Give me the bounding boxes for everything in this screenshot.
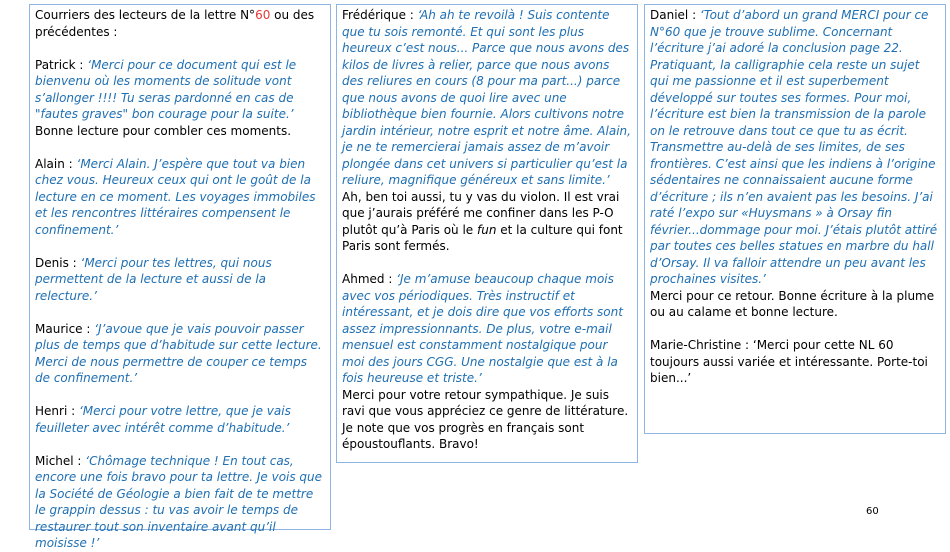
letter-michel: [35, 453, 325, 552]
reader-quote: ‘Chômage technique ! En tout cas, encore une fois bravo pour ta lettre. Je vois que la Société de Géologie a bien fait de te mettre le grappin dessus : tu vas avoir le temps de restaurer tout son inventaire avant qu’il moisisse !’: [35, 453, 323, 550]
reader-quote: ‘Tout d’abord un grand MERCI pour ce N°60 que je trouve sublime. Concernant l’écriture j’ai adoré la conclusion page 22. Pratiquant, la calligraphie cela reste un sujet qui me passionne et il est superbement développé sur toutes ses formes. Pour moi, l’écriture est bien la transmission de la parole on le retrouve dans tout ce que tu as écrit. Transmettre au-delà de ses limites, de ses frontières. C’est ainsi que les indiens à l’origine sédentaires ne connaissaient aucune forme d’écriture ; ils n’en avaient pas les besoins. J’ai raté l’expo sur «Huysmans » à Orsay fin février...dommage pour moi. J’étais plutôt attiré par toutes ces belles statues en marbre du hall d’Orsay. Il va falloir attendre un peu avant les prochaines visites.’: [650, 8, 938, 286]
letters-column-2: [336, 4, 638, 463]
reader-name: Henri :: [35, 404, 79, 418]
reader-name: Ahmed :: [342, 272, 397, 286]
reader-name: Denis :: [35, 255, 81, 270]
reader-quote: ‘Merci pour ce document qui est le bienvenu où les moments de solitude vont s’allonger !!!! Tu seras pardonné en cas de "fautes graves" bon courage pour la suite.’: [35, 57, 297, 121]
title-text: Courriers des lecteurs de la lettre N°: [35, 8, 256, 22]
reader-name: Alain :: [35, 156, 77, 171]
reader-quote: ‘Ah ah te revoilà ! Suis contente que tu sois remonté. Et qui sont les plus heureux c’est nous... Parce que nous avons des kilos de livres à relier, parce que nous avons des reliures en cours (8 pour ma part...) parce que nous avons de quoi lire avec une bibliothèque bien fournie. Alors cultivons notre jardin intérieur, notre esprit et notre âme. Alain, je ne te remercierai jamais assez de m’avoir plongée dans cet univers si particulier qu’est la reliure, magnifique généreux et sans limite.’: [342, 8, 631, 187]
letter-ahmed: [342, 271, 632, 453]
reader-quote: ‘Merci Alain. J’espère que tout va bien chez vous. Heureux ceux qui ont le goût de la lecture en ce moment. Les voyages immobiles et les rencontres littéraires compensent le confinement.’: [35, 156, 316, 237]
reply-text: Merci pour votre retour sympathique. Je suis ravi que vous appréciez ce genre de littérature. Je note que vos progrès en français sont époustouflants. Bravo!: [342, 387, 629, 451]
reader-name: Marie-Christine :: [650, 338, 753, 352]
reader-quote: ‘Merci pour cette NL 60 toujours aussi variée et intéressante. Porte-toi bien...’: [650, 338, 928, 385]
section-title: [35, 7, 325, 40]
reader-name: Daniel :: [650, 8, 700, 22]
letter-henri: [35, 403, 325, 436]
reply-part: et la culture qui font Paris sont fermés.: [342, 222, 623, 253]
reader-name: Patrick :: [35, 57, 88, 72]
reader-quote: ‘Merci pour votre lettre, que je vais feuilleter avec intérêt comme d’habitude.’: [35, 404, 291, 435]
title-text-end: ou des précédentes :: [35, 8, 315, 39]
letter-alain: [35, 156, 325, 239]
letters-column-1: [29, 4, 331, 550]
letter-maurice: [35, 321, 325, 387]
reply-text: Bonne lecture pour combler ces moments.: [35, 123, 292, 138]
page-number: 60: [866, 506, 879, 517]
reply-text: [342, 189, 632, 255]
letter-daniel: [650, 7, 940, 321]
reader-quote: ‘Je m’amuse beaucoup chaque mois avec vos périodiques. Très instructif et intéressant, et je dois dire que vos efforts sont assez impressionnants. De plus, votre e-mail mensuel est constamment nostalgique pour moi des jours CGG. Une nostalgie que est à la fois heureuse et triste.’: [342, 272, 623, 385]
reader-name: Frédérique :: [342, 8, 418, 22]
reply-text: Merci pour ce retour. Bonne écriture à la plume ou au calame et bonne lecture.: [650, 288, 935, 319]
reader-name: Maurice :: [35, 321, 95, 336]
letter-frederique: [342, 7, 632, 255]
issue-number: 60: [255, 8, 271, 22]
reply-emphasis: fun: [477, 222, 497, 237]
reader-name: Michel :: [35, 453, 86, 468]
letters-column-3: [644, 4, 946, 434]
reader-quote: ‘Merci pour tes lettres, qui nous permettent de la lecture et aussi de la relecture.’: [35, 255, 272, 303]
reader-quote: ‘J’avoue que je vais pouvoir passer plus de temps que d’habitude sur cette lecture. Merci de nous permettre de couper ce temps de confinement.’: [35, 321, 322, 385]
letter-denis: [35, 255, 325, 305]
reply-part: Ah, ben toi aussi, tu y vas du violon. Il est vrai que j’aurais préféré me confiner dans les P-O plutôt qu’à Paris où le: [342, 189, 620, 237]
letter-marie-christine: [650, 337, 940, 387]
letter-patrick: [35, 57, 325, 140]
